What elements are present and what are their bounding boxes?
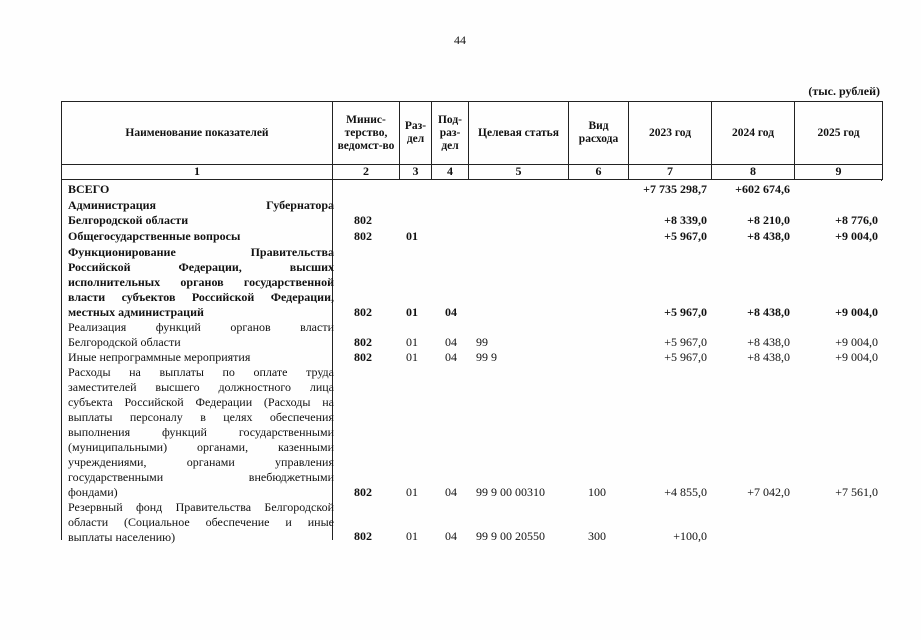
- table-header: [61, 101, 883, 165]
- row-ministry: 802: [354, 529, 372, 543]
- row-ministry: 802: [354, 350, 372, 364]
- row-2024: +8 438,0: [747, 305, 790, 319]
- row-target: 99: [476, 335, 488, 349]
- header-section: Раз-дел: [400, 102, 432, 164]
- header-2024: 2024 год: [712, 102, 795, 164]
- units-label: (тыс. рублей): [808, 84, 880, 98]
- row-2025: +9 004,0: [835, 229, 878, 243]
- header-name: Наименование показателей: [62, 102, 333, 164]
- row-2025: +7 561,0: [835, 485, 878, 499]
- colnum-9: 9: [835, 164, 842, 178]
- row-name: ВСЕГО: [68, 182, 110, 196]
- colnum-1: 1: [62, 163, 333, 179]
- row-section: 01: [406, 335, 418, 349]
- row-2024: +8 438,0: [747, 350, 790, 364]
- row-2023: +4 855,0: [664, 485, 707, 499]
- header-2023: 2023 год: [629, 102, 712, 164]
- row-subsection: 04: [445, 305, 457, 319]
- row-2023: +5 967,0: [664, 335, 707, 349]
- row-2024: +8 438,0: [747, 335, 790, 349]
- row-2023: +5 967,0: [664, 350, 707, 364]
- header-subsection: Под-раз-дел: [432, 102, 469, 164]
- row-2025: +8 776,0: [835, 213, 878, 227]
- row-target: 99 9: [476, 350, 497, 364]
- row-subsection: 04: [445, 350, 457, 364]
- row-expense: 300: [588, 529, 606, 543]
- row-2025: +9 004,0: [835, 335, 878, 349]
- row-name: Общегосударственные вопросы: [68, 229, 241, 243]
- row-2024: +8 438,0: [747, 229, 790, 243]
- row-2024: +602 674,6: [735, 182, 790, 196]
- row-name: Иные непрограммные мероприятия: [68, 350, 251, 364]
- row-subsection: 04: [445, 485, 457, 499]
- row-section: 01: [406, 305, 418, 319]
- row-2023: +8 339,0: [664, 213, 707, 227]
- row-section: 01: [406, 529, 418, 543]
- header-ministry: Минис-терство, ведомст-во: [333, 102, 400, 164]
- row-2023: +5 967,0: [664, 229, 707, 243]
- page-number: 44: [454, 33, 466, 47]
- row-ministry: 802: [354, 485, 372, 499]
- column-number-row: [61, 163, 883, 180]
- header-expense: Вид расхода: [569, 102, 629, 164]
- table-right-border: [881, 179, 882, 181]
- colnum-5: 5: [469, 163, 569, 179]
- row-2023: +5 967,0: [664, 305, 707, 319]
- row-2024: +8 210,0: [747, 213, 790, 227]
- row-target: 99 9 00 00310: [476, 485, 545, 499]
- row-name: Резервный фонд Правительства Белгородской области (Социальное обеспечение и иные выплаты населению): [68, 500, 334, 544]
- colnum-3: 3: [400, 163, 432, 179]
- colnum-6: 6: [569, 163, 629, 179]
- row-ministry: 802: [354, 229, 372, 243]
- row-ministry: 802: [354, 213, 372, 227]
- row-section: 01: [406, 229, 418, 243]
- header-target: Целевая статья: [469, 102, 569, 164]
- row-ministry: 802: [354, 335, 372, 349]
- row-section: 01: [406, 350, 418, 364]
- colnum-2: 2: [333, 163, 400, 179]
- row-subsection: 04: [445, 529, 457, 543]
- row-2025: +9 004,0: [835, 350, 878, 364]
- row-ministry: 802: [354, 305, 372, 319]
- row-name: Функционирование Правительства Российской Федерации, высших исполнительных органов государственной власти субъектов Российской Федерации, местных администраций: [68, 245, 334, 319]
- row-name: Расходы на выплаты по оплате труда заместителей высшего должностного лица субъекта Российской Федерации (Расходы на выплаты персоналу в целях обеспечения выполнения функций государственными (муниципальными) органами, казенными учреждениями, органами управления государственными внебюджетными фондами): [68, 365, 334, 499]
- colnum-4: 4: [432, 163, 469, 179]
- row-name: Реализация функций органов власти Белгородской области: [68, 320, 334, 349]
- row-2023: +7 735 298,7: [643, 182, 707, 196]
- colnum-8: 8: [712, 163, 795, 179]
- header-2025: 2025 год: [817, 126, 860, 139]
- row-2023: +100,0: [673, 529, 707, 543]
- row-2025: +9 004,0: [835, 305, 878, 319]
- row-subsection: 04: [445, 335, 457, 349]
- row-section: 01: [406, 485, 418, 499]
- colnum-7: 7: [629, 163, 712, 179]
- table-left-border: [61, 179, 62, 540]
- row-name: Администрация Губернатора Белгородской области: [68, 198, 334, 227]
- row-2024: +7 042,0: [747, 485, 790, 499]
- row-expense: 100: [588, 485, 606, 499]
- row-target: 99 9 00 20550: [476, 529, 545, 543]
